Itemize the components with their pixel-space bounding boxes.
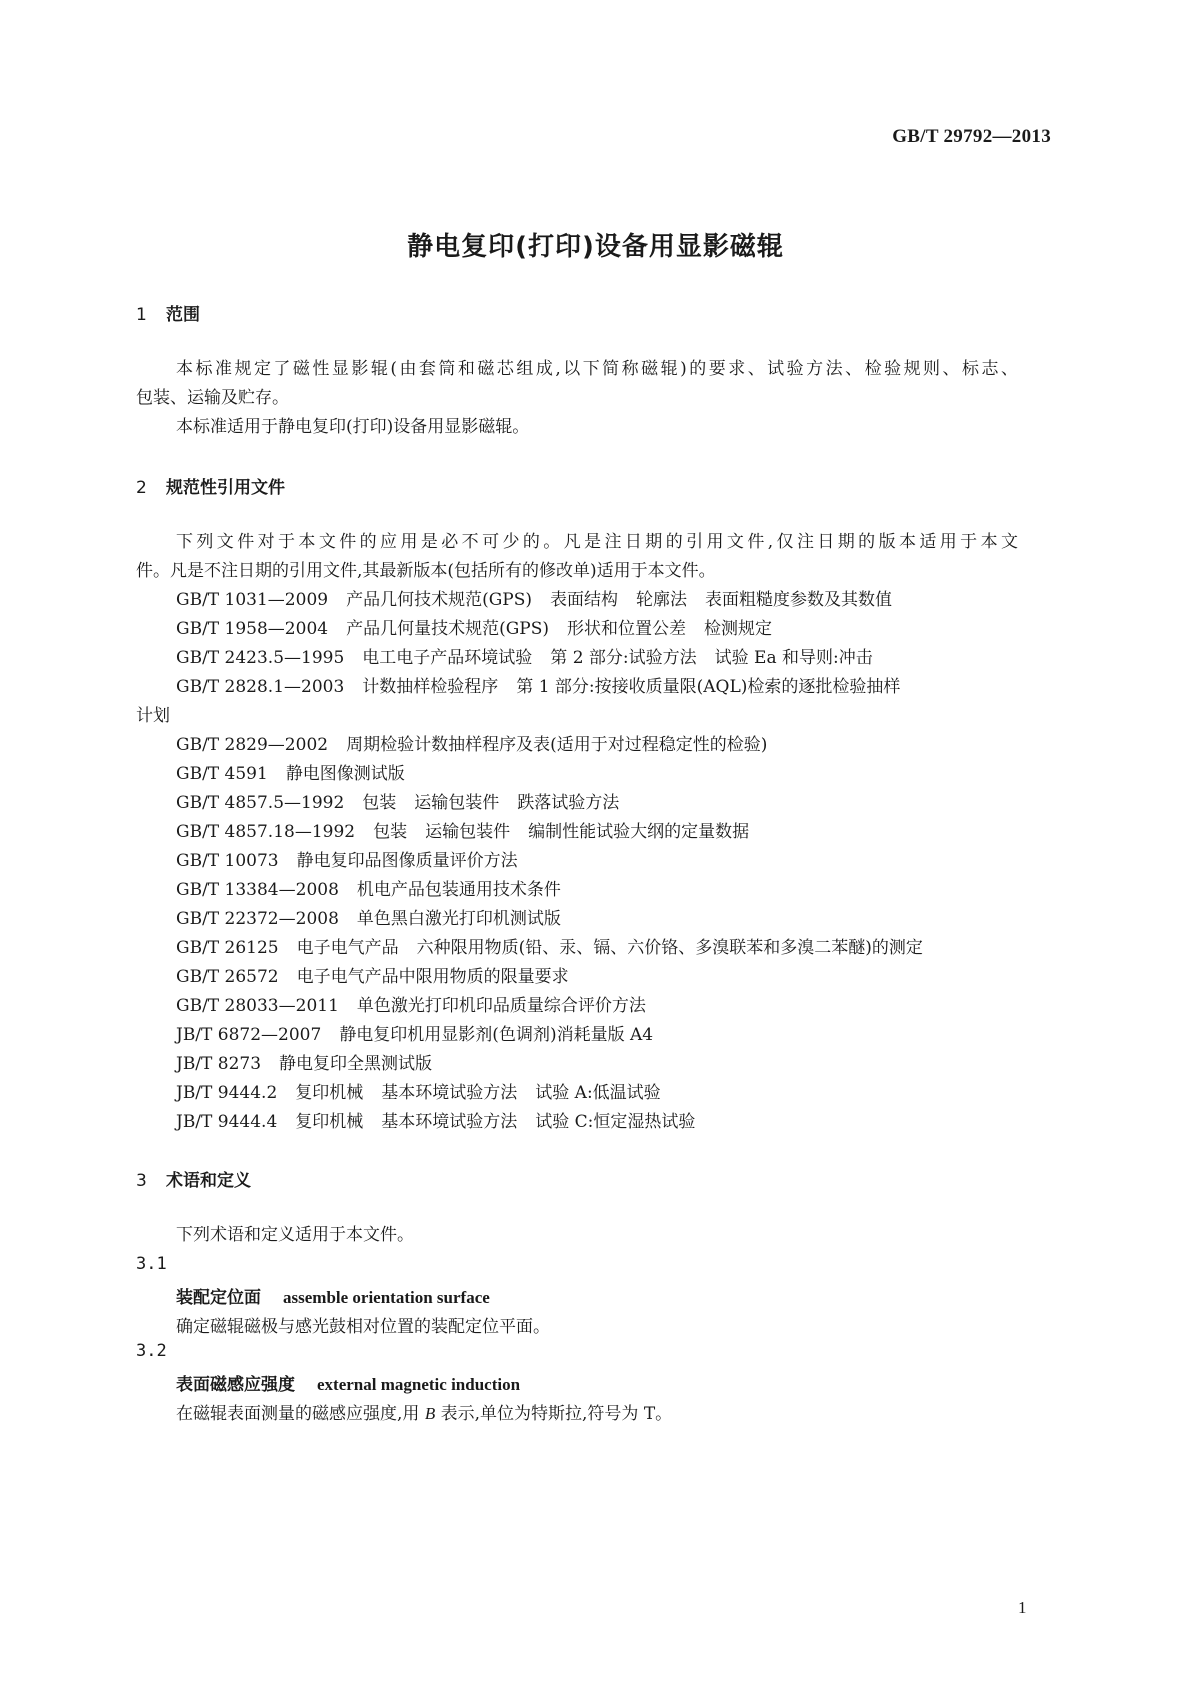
reference-item — [176, 792, 619, 814]
reference-title-part: 跌落试验方法 — [517, 793, 620, 813]
reference-code: GB/T 26572 — [176, 967, 279, 987]
reference-item — [176, 937, 923, 959]
reference-code: JB/T 9444.4 — [176, 1112, 278, 1132]
section-title: 范围 — [166, 305, 200, 325]
reference-title-part: 单色激光打印机印品质量综合评价方法 — [356, 996, 646, 1016]
reference-title-part: 复印机械 — [295, 1083, 364, 1103]
reference-item — [176, 1053, 432, 1075]
reference-title-part: 轮廓法 — [636, 590, 688, 610]
reference-item — [176, 908, 561, 930]
reference-title-part: 基本环境试验方法 — [381, 1083, 518, 1103]
reference-title-part: 复印机械 — [295, 1112, 364, 1132]
reference-item — [176, 589, 892, 611]
reference-code: GB/T 13384—2008 — [176, 880, 339, 900]
term-en: assemble orientation surface — [283, 1288, 490, 1307]
reference-item — [176, 618, 772, 640]
reference-code: JB/T 9444.2 — [176, 1083, 278, 1103]
term-zh: 表面磁感应强度 — [176, 1375, 295, 1395]
reference-title-part: 运输包装件 — [425, 822, 511, 842]
terms-intro: 下列术语和定义适用于本文件。 — [176, 1225, 414, 1245]
reference-title-part: 六种限用物质(铅、汞、镉、六价铬、多溴联苯和多溴二苯醚)的测定 — [416, 938, 923, 958]
document-title: 静电复印(打印)设备用显影磁辊 — [407, 232, 784, 262]
reference-title-part: 编制性能试验大纲的定量数据 — [528, 822, 750, 842]
reference-title-part: 第 1 部分:按接收质量限(AQL)检索的逐批检验抽样 — [516, 677, 901, 697]
reference-code: GB/T 2828.1—2003 — [176, 677, 345, 697]
reference-title-part: 计数抽样检验程序 — [362, 677, 499, 697]
reference-title-part: 试验 Ea 和导则:冲击 — [714, 648, 873, 668]
term-heading — [176, 1370, 520, 1395]
reference-item — [176, 1024, 653, 1046]
section-title: 术语和定义 — [166, 1171, 251, 1191]
reference-title-part: 第 2 部分:试验方法 — [550, 648, 697, 668]
reference-title-part: 产品几何技术规范(GPS) — [346, 590, 533, 610]
term-number: 3.2 — [136, 1341, 167, 1361]
reference-item — [176, 647, 873, 669]
reference-item — [176, 995, 646, 1017]
symbol: B — [424, 1404, 436, 1423]
reference-item — [176, 763, 405, 785]
reference-title-part: 运输包装件 — [414, 793, 500, 813]
definition-text: 表示,单位为特斯拉,符号为 T。 — [435, 1404, 673, 1424]
reference-item — [176, 850, 518, 872]
reference-title-part: 试验 A:低温试验 — [535, 1083, 661, 1103]
reference-title-part: 电子电气产品 — [296, 938, 399, 958]
term-definition — [176, 1399, 672, 1424]
term-definition: 确定磁辊磁极与感光鼓相对位置的装配定位平面。 — [176, 1317, 550, 1337]
reference-code: GB/T 26125 — [176, 938, 279, 958]
reference-title-part: 静电图像测试版 — [285, 764, 405, 784]
reference-code: GB/T 10073 — [176, 851, 279, 871]
reference-code: GB/T 4591 — [176, 764, 268, 784]
reference-item — [176, 1082, 661, 1104]
reference-item — [176, 879, 561, 901]
reference-title-part: 机电产品包装通用技术条件 — [356, 880, 561, 900]
section-number: 3 — [136, 1171, 147, 1191]
reference-title-part: 单色黑白激光打印机测试版 — [356, 909, 561, 929]
reference-code: GB/T 2423.5—1995 — [176, 648, 345, 668]
section-1-heading — [136, 300, 200, 325]
scope-paragraph: 本标准适用于静电复印(打印)设备用显影磁辊。 — [176, 417, 530, 437]
reference-item — [176, 966, 569, 988]
reference-code: GB/T 2829—2002 — [176, 735, 329, 755]
reference-code: GB/T 28033—2011 — [176, 996, 339, 1016]
term-en: external magnetic induction — [317, 1375, 521, 1394]
standard-id: GB/T 29792—2013 — [892, 126, 1051, 147]
reference-code: GB/T 22372—2008 — [176, 909, 339, 929]
reference-title-part: 检测规定 — [704, 619, 773, 639]
references-intro-line: 下列文件对于本文件的应用是必不可少的。凡是注日期的引用文件,仅注日期的版本适用于本文 — [176, 532, 1018, 552]
section-number: 1 — [136, 305, 147, 325]
reference-continuation: 计划 — [136, 706, 170, 726]
reference-item — [176, 676, 900, 698]
page-number: 1 — [1018, 1598, 1027, 1617]
reference-title-part: 静电复印机用显影剂(色调剂)消耗量版 A4 — [339, 1025, 654, 1045]
scope-paragraph-line: 本标准规定了磁性显影辊(由套筒和磁芯组成,以下简称磁辊)的要求、试验方法、检验规则、标志、 — [176, 359, 1018, 379]
reference-title-part: 包装 — [362, 793, 397, 813]
reference-title-part: 周期检验计数抽样程序及表(适用于对过程稳定性的检验) — [346, 735, 768, 755]
reference-title-part: 包装 — [373, 822, 408, 842]
reference-code: JB/T 6872—2007 — [176, 1025, 322, 1045]
reference-code: GB/T 1031—2009 — [176, 590, 329, 610]
reference-item — [176, 734, 767, 756]
reference-title-part: 表面结构 — [550, 590, 619, 610]
references-intro-line: 件。凡是不注日期的引用文件,其最新版本(包括所有的修改单)适用于本文件。 — [136, 561, 716, 581]
reference-title-part: 形状和位置公差 — [567, 619, 687, 639]
reference-title-part: 试验 C:恒定湿热试验 — [535, 1112, 696, 1132]
section-2-heading — [136, 473, 285, 498]
reference-item — [176, 1111, 695, 1133]
term-zh: 装配定位面 — [176, 1288, 261, 1308]
reference-title-part: 电子电气产品中限用物质的限量要求 — [296, 967, 569, 987]
scope-paragraph-line: 包装、运输及贮存。 — [136, 388, 289, 408]
reference-code: JB/T 8273 — [176, 1054, 262, 1074]
section-3-heading — [136, 1166, 251, 1191]
reference-code: GB/T 4857.18—1992 — [176, 822, 356, 842]
reference-title-part: 表面粗糙度参数及其数值 — [705, 590, 893, 610]
definition-text: 在磁辊表面测量的磁感应强度,用 — [176, 1404, 425, 1424]
reference-title-part: 静电复印全黑测试版 — [279, 1054, 433, 1074]
reference-title-part: 产品几何量技术规范(GPS) — [346, 619, 550, 639]
reference-title-part: 基本环境试验方法 — [381, 1112, 518, 1132]
reference-code: GB/T 1958—2004 — [176, 619, 329, 639]
term-number: 3.1 — [136, 1254, 167, 1274]
term-heading — [176, 1283, 490, 1308]
section-number: 2 — [136, 478, 147, 498]
reference-item — [176, 821, 749, 843]
reference-code: GB/T 4857.5—1992 — [176, 793, 345, 813]
reference-title-part: 电工电子产品环境试验 — [362, 648, 533, 668]
section-title: 规范性引用文件 — [166, 478, 285, 498]
reference-title-part: 静电复印品图像质量评价方法 — [296, 851, 518, 871]
